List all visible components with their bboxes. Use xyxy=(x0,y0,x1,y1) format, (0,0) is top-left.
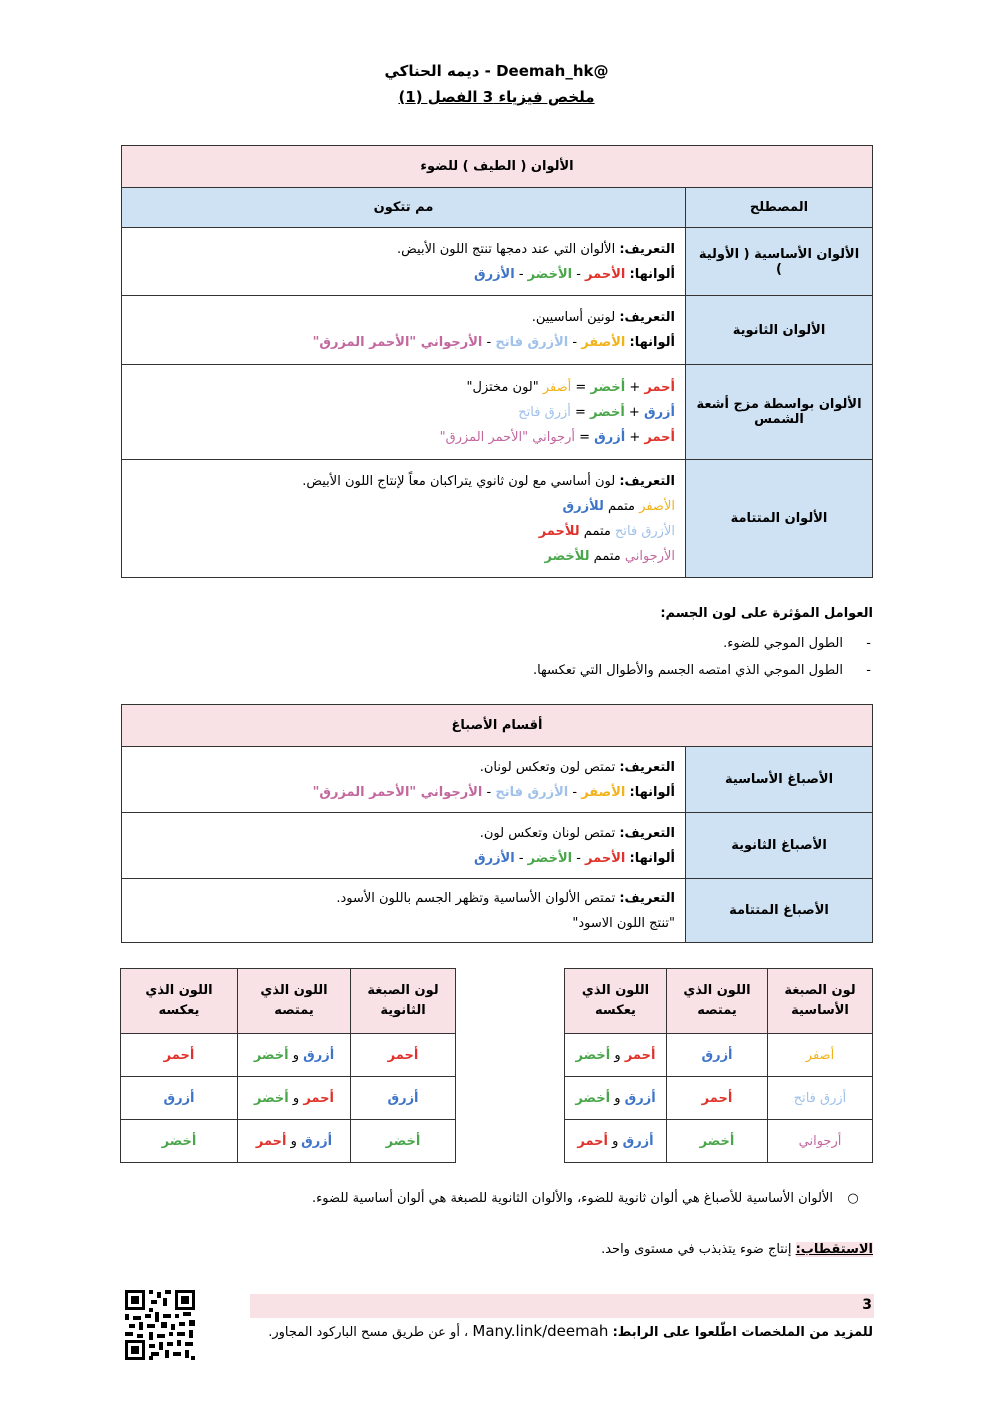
pigment-light-note: ○الألوان الأساسية للأصباغ هي ألوان ثانوية للضوء، والألوان الثانوية للصبغة هي ألوان أساسية للضوء. xyxy=(312,1191,873,1206)
table-row: أخضر أزرق و أحمر أخضر xyxy=(121,1120,456,1163)
secondary-pigment-table xyxy=(120,968,456,1163)
page-subtitle: ملخص فيزياء 3 الفصل (1) xyxy=(398,88,595,106)
term-complementary-colors: الألوان المتتامة xyxy=(686,460,873,578)
desc-complementary-colors: التعريف: لون أساسي مع لون ثانوي يتراكبان معاً لإنتاج اللون الأبيض. الأصفر متمم للأزرق الأزرق فاتح متمم للأحمر الأرجواني متمم للأخضر xyxy=(122,460,686,578)
footer-bar xyxy=(250,1294,874,1318)
pigments-table xyxy=(121,704,873,943)
primary-pigment-header-reflects: اللون الذي يعكسه xyxy=(565,969,667,1034)
circle-bullet-icon: ○ xyxy=(847,1191,859,1206)
term-secondary-colors: الألوان الثانوية xyxy=(686,296,873,365)
table-row: أصفر أزرق أحمر و أخضر xyxy=(565,1034,873,1077)
table-row: أزرق فاتح أحمر أزرق و أخضر xyxy=(565,1077,873,1120)
term-complementary-pigments: الأصباغ المتتامة xyxy=(686,879,873,943)
factors-item: - الطول الموجي الذي امتصه الجسم والأطوال التي تعكسها. xyxy=(532,663,871,678)
author-line: @Deemah_hk - ديمه الحناكي xyxy=(384,62,609,80)
desc-secondary-pigments: التعريف: تمتص لونان وتعكس لون. ألوانها: الأحمر - الأخضر - الأزرق xyxy=(122,813,686,879)
col-desc-header: مم تتكون xyxy=(122,188,686,228)
desc-complementary-pigments: التعريف: تمتص الألوان الأساسية وتظهر الجسم باللون الأسود. "تنتج اللون الاسود" xyxy=(122,879,686,943)
primary-pigment-header-pigment: لون الصبغة الأساسية xyxy=(768,969,873,1034)
primary-pigment-table xyxy=(564,968,873,1163)
desc-sunlight-mixing: أحمر + أخضر = أصفر "لون مختزل" أزرق + أخضر = أزرق فاتح أحمر + أزرق = أرجواني "الأحمر المزرق" xyxy=(122,365,686,460)
table-row: أزرق أحمر و أخضر أزرق xyxy=(121,1077,456,1120)
desc-primary-pigments: التعريف: تمتص لون وتعكس لونان. ألوانها: الأصفر - الأزرق فاتح - الأرجواني "الأحمر المزرق" xyxy=(122,747,686,813)
desc-secondary-colors: التعريف: لونين أساسيين. ألوانها: الأصفر - الأزرق فاتح - الأرجواني "الأحمر المزرق" xyxy=(122,296,686,365)
secondary-pigment-header-pigment: لون الصبغة الثانوية xyxy=(351,969,456,1034)
table-row: أحمر أزرق و أخضر أحمر xyxy=(121,1034,456,1077)
term-primary-colors: الألوان الأساسية ( الأولية ) xyxy=(686,228,873,296)
polarization-definition: الاستقطاب: إنتاج ضوء يتذبذب في مستوى واحد. xyxy=(601,1242,873,1257)
qr-code-icon xyxy=(125,1290,195,1360)
factors-title: العوامل المؤثرة على لون الجسم: xyxy=(660,606,873,621)
table-row: أرجواني أخضر أزرق و أحمر xyxy=(565,1120,873,1163)
primary-pigment-header-absorbs: اللون الذي يمتصه xyxy=(667,969,768,1034)
footer-more-line: للمزيد من الملخصات اطّلعوا على الرابط: Many.link/deemah ، أو عن طريق مسح الباركود المجاور. xyxy=(268,1322,873,1340)
secondary-pigment-header-absorbs: اللون الذي يمتصه xyxy=(238,969,351,1034)
page-number: 3 xyxy=(862,1297,872,1313)
light-colors-table xyxy=(121,145,873,578)
light-table-title: الألوان ( الطيف ) للضوء xyxy=(122,146,873,188)
factors-item: - الطول الموجي للضوء. xyxy=(723,636,871,651)
secondary-pigment-header-reflects: اللون الذي يعكسه xyxy=(121,969,238,1034)
col-term-header: المصطلح xyxy=(686,188,873,228)
term-secondary-pigments: الأصباغ الثانوية xyxy=(686,813,873,879)
desc-primary-colors: التعريف: الألوان التي عند دمجها تنتج اللون الأبيض. ألوانها: الأحمر - الأخضر - الأزرق xyxy=(122,228,686,296)
term-sunlight-mixing: الألوان بواسطة مزج أشعة الشمس xyxy=(686,365,873,460)
factors-list xyxy=(532,630,871,684)
term-primary-pigments: الأصباغ الأساسية xyxy=(686,747,873,813)
more-summaries-link[interactable]: Many.link/deemah xyxy=(472,1322,609,1340)
pigments-table-title: أقسام الأصباغ xyxy=(122,705,873,747)
